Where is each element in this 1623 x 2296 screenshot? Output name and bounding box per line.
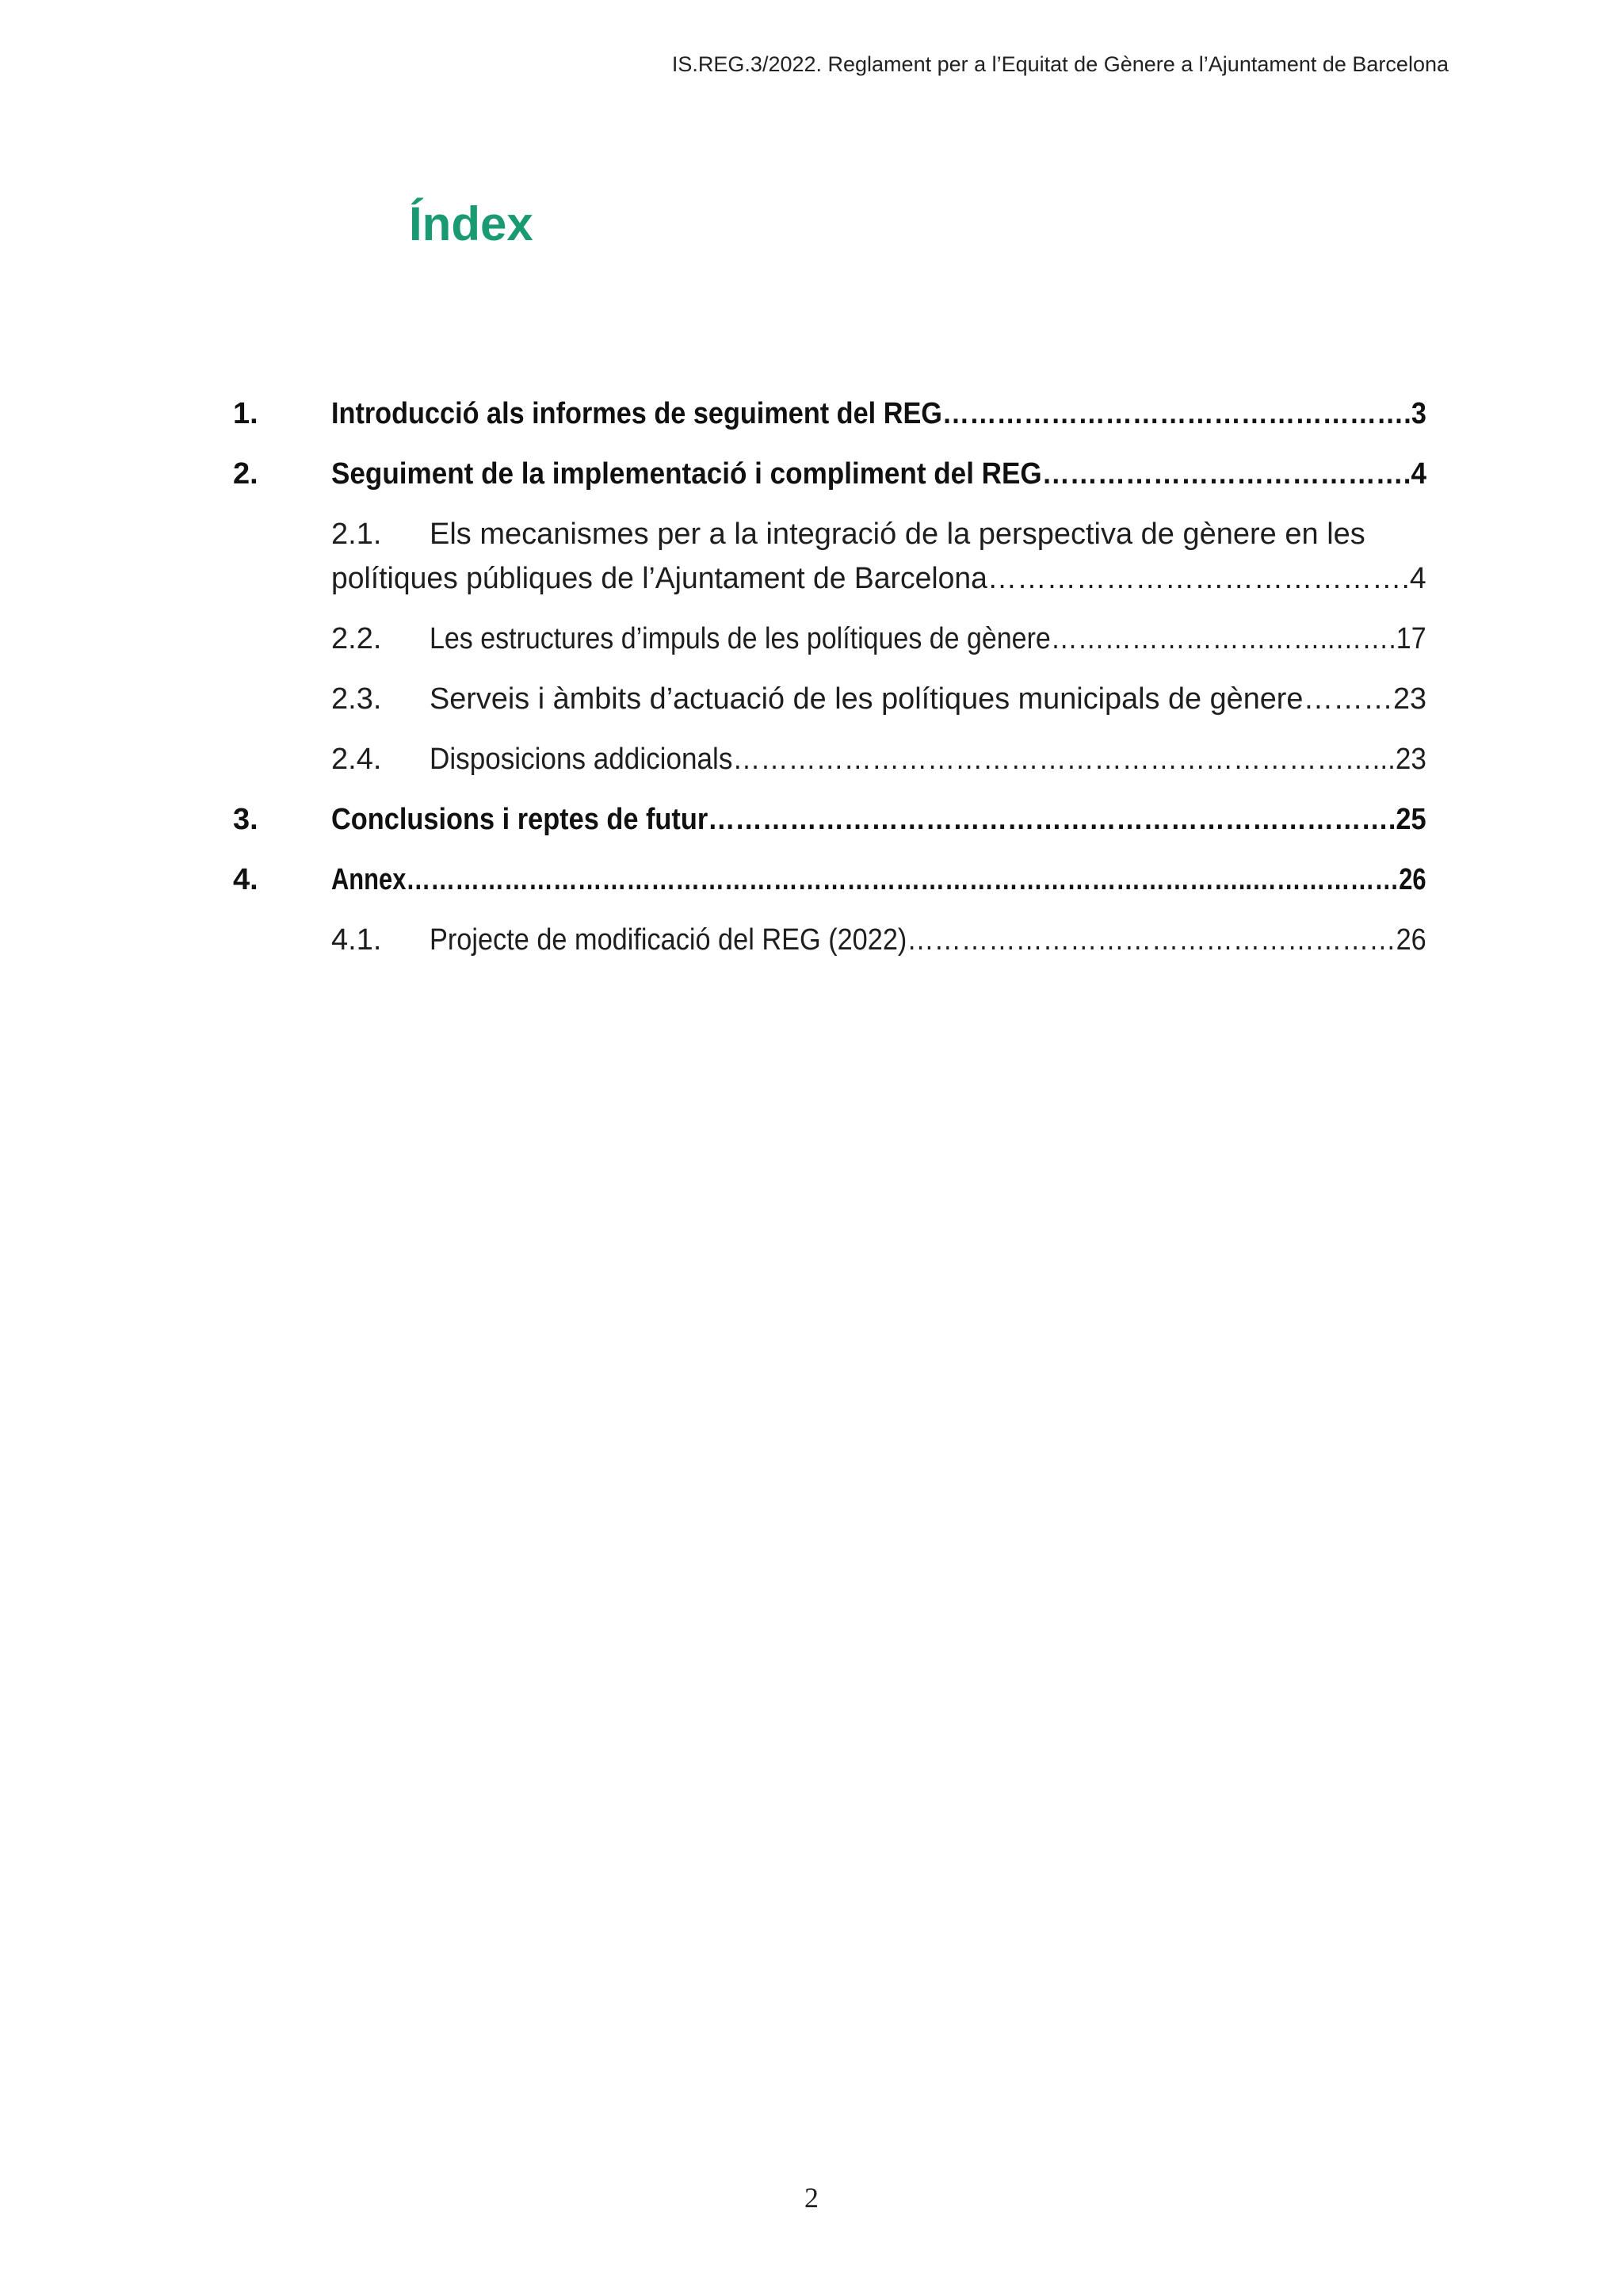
toc-entry-number: 3. bbox=[233, 803, 258, 836]
toc-entry-text: Introducció als informes de seguiment del REG…………………………………………….3 bbox=[331, 397, 1426, 430]
toc-entry-text: Conclusions i reptes de futur………………………………………………………………….25 bbox=[331, 803, 1426, 836]
toc-entry-text: Serveis i àmbits d’actuació de les polítiques municipals de gènere………23 bbox=[430, 682, 1427, 716]
running-header: IS.REG.3/2022. Reglament per a l’Equitat de Gènere a l’Ajuntament de Barcelona bbox=[671, 52, 1449, 76]
toc-entry-text: Els mecanismes per a la integració de la perspectiva de gènere en les bbox=[430, 518, 1365, 551]
toc-entry-number: 2.1. bbox=[331, 518, 382, 551]
toc-entry-number: 2.4. bbox=[331, 743, 382, 776]
toc-entry-number: 4. bbox=[233, 863, 258, 896]
toc-entry-text: Projecte de modificació del REG (2022)………………………………………………26 bbox=[430, 923, 1426, 957]
index-title: Índex bbox=[409, 197, 533, 250]
toc-entry-text: Les estructures d’impuls de les polítiques de gènere…………………………..…….17 bbox=[430, 622, 1426, 655]
toc-entry-number: 1. bbox=[233, 397, 258, 430]
toc-entry-number: 2. bbox=[233, 457, 258, 491]
toc-entry-number: 2.2. bbox=[331, 622, 382, 655]
page-number: 2 bbox=[804, 2182, 819, 2214]
toc-entry-text: polítiques públiques de l’Ajuntament de Barcelona…………………………………….4 bbox=[331, 562, 1426, 595]
toc-entry-text: Seguiment de la implementació i compliment del REG………………………………….4 bbox=[331, 457, 1427, 491]
toc-entry-text: Annex…………………………………………………………………………………………..………………26 bbox=[331, 863, 1426, 896]
toc-entry-text: Disposicions addicionals……………………………………………………………...23 bbox=[430, 743, 1426, 776]
toc-entry-number: 4.1. bbox=[331, 923, 382, 957]
toc-entry-number: 2.3. bbox=[331, 682, 382, 716]
